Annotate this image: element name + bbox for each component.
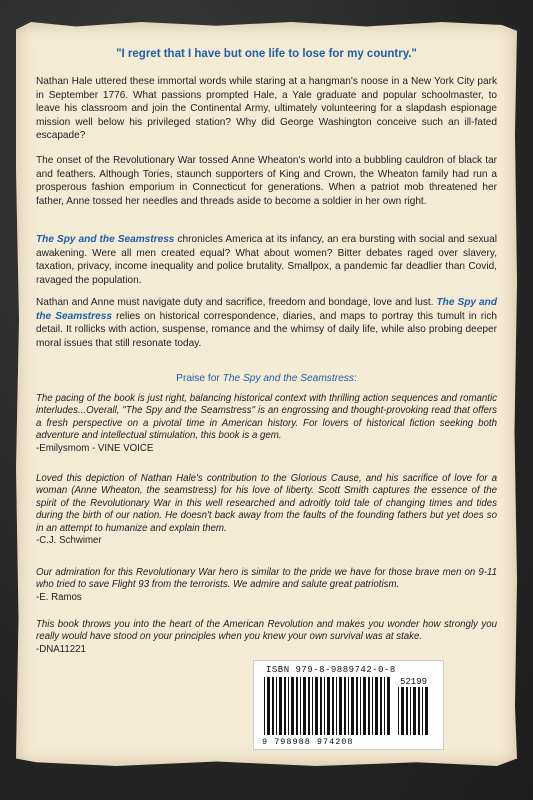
barcode-stripe bbox=[324, 677, 325, 735]
praise-suffix: : bbox=[353, 373, 357, 384]
barcode-stripe bbox=[320, 677, 322, 735]
barcode-bars bbox=[264, 677, 390, 735]
review-text: The pacing of the book is just right, balancing historical context with thrilling action sequences and romantic interludes...Overall, "The Spy and the Seamstress" is an engrossing and thought-provoking read that offers a fresh perspective on a pivotal time in American history. For lovers of historical fiction seeking both adventure and intellectual stimulation, this book is a gem. bbox=[36, 393, 497, 442]
barcode-stripe bbox=[288, 677, 289, 735]
barcode-stripe bbox=[375, 677, 378, 735]
opening-quote: "I regret that I have but one life to lose for my country." bbox=[116, 48, 417, 60]
review-author: -DNA11221 bbox=[36, 643, 86, 655]
barcode-stripe bbox=[363, 677, 366, 735]
barcode-stripe bbox=[303, 677, 306, 735]
barcode-stripe bbox=[413, 687, 416, 735]
barcode-stripe bbox=[291, 677, 294, 735]
barcode-stripe bbox=[336, 677, 337, 735]
review-schwimer bbox=[36, 473, 497, 547]
review-ramos bbox=[36, 567, 497, 604]
barcode-stripe bbox=[360, 677, 361, 735]
praise-heading bbox=[20, 373, 513, 384]
review-emilysmom bbox=[36, 393, 497, 455]
paragraph-wheaton: The onset of the Revolutionary War tossed Anne Wheaton's world into a bubbling cauldron of black tar and feathers. Although Tories, staunch supporters of King and Crown, the Wheaton family had run a prosperous fashion emporium in Connecticut for generations. When a patriot mob threatened her father, Anne tossed her needles and threads aside to become a soldier in her own right. bbox=[36, 155, 497, 207]
review-author: -C.J. Schwimer bbox=[36, 535, 102, 547]
barcode-stripe bbox=[300, 677, 301, 735]
barcode-stripe bbox=[267, 677, 270, 735]
barcode-stripe bbox=[422, 687, 423, 735]
paragraph-navigate bbox=[36, 296, 497, 350]
paragraph-chronicles-text: chronicles America at its infancy, an era bursting with social and sexual awakening. Were all men created equal? What about women? Bitter debates raged over slavery, taxation, privacy, income inequality and police brutality. Smallpox, a pandemic far deadlier than Covid, ravaged the population. bbox=[36, 234, 497, 286]
barcode-stripe bbox=[398, 687, 399, 735]
barcode-stripe bbox=[327, 677, 330, 735]
barcode-stripe bbox=[308, 677, 310, 735]
barcode-stripe bbox=[339, 677, 342, 735]
barcode-stripe bbox=[406, 687, 408, 735]
paragraph-chronicles bbox=[36, 233, 497, 287]
book-title-inline: The Spy and the Seamstress bbox=[36, 297, 497, 322]
barcode-stripe bbox=[272, 677, 274, 735]
paragraph-navigate-lead: Nathan and Anne must navigate duty and sacrifice, freedom and bondage, love and lust. bbox=[36, 297, 437, 308]
addon-barcode-bars bbox=[398, 687, 432, 735]
barcode-stripe bbox=[401, 687, 404, 735]
barcode-stripe bbox=[356, 677, 358, 735]
barcode-digits: 9 798988 974208 bbox=[262, 737, 354, 747]
barcode-stripe bbox=[387, 677, 390, 735]
barcode-stripe bbox=[276, 677, 277, 735]
barcode-stripe bbox=[418, 687, 420, 735]
barcode-stripe bbox=[368, 677, 370, 735]
barcode-stripe bbox=[279, 677, 282, 735]
book-title-inline: The Spy and the Seamstress bbox=[36, 234, 175, 245]
barcode-stripe bbox=[410, 687, 411, 735]
isbn-label: ISBN 979-8-9889742-0-8 bbox=[266, 665, 396, 675]
isbn-barcode bbox=[253, 660, 444, 750]
barcode-stripe bbox=[380, 677, 382, 735]
barcode-stripe bbox=[348, 677, 349, 735]
barcode-stripe bbox=[315, 677, 318, 735]
price-code: 52199 bbox=[400, 677, 428, 687]
review-author: -Emilysmom - VINE VOICE bbox=[36, 442, 154, 454]
review-text: This book throws you into the heart of the American Revolution and makes you wonder how strongly you really would have stood on your principles when you knew your own survival was at stake. bbox=[36, 619, 497, 643]
barcode-stripe bbox=[296, 677, 298, 735]
barcode-stripe bbox=[344, 677, 346, 735]
paragraph-navigate-text: relies on historical correspondence, diaries, and maps to portray this tumult in rich detail. It rollicks with action, suspense, romance and the whimsy of daily life, while also probing deeper moral issues that still resonate today. bbox=[36, 310, 497, 349]
review-dna11221 bbox=[36, 619, 497, 656]
barcode-stripe bbox=[425, 687, 428, 735]
review-text: Loved this depiction of Nathan Hale's contribution to the Glorious Cause, and his sacrifice of love for a woman (Anne Wheaton, the seamstress) for his love of liberty. Scott Smith captures the essence of the spirit of the Revolutionary War in this well researched and adroitly told tale of changing times and tides during the birth of our nation. He doesn't back away from the faults of the founding fathers but yet does so in an attempt to humanize and explain them. bbox=[36, 473, 497, 534]
praise-book-title: The Spy and the Seamstress bbox=[222, 373, 354, 384]
barcode-stripe bbox=[351, 677, 354, 735]
barcode-stripe bbox=[384, 677, 385, 735]
review-text: Our admiration for this Revolutionary War hero is similar to the pride we have for those brave men on 9-11 who tried to save Flight 93 from the terrorists. We admire and salute great patriotism. bbox=[36, 567, 497, 591]
paragraph-hale: Nathan Hale uttered these immortal words while staring at a hangman's noose in a New York City park in September 1776. What passions prompted Hale, a Yale graduate and popular schoolmaster, to leave his classroom and join the Continental Army, ultimately volunteering for a slapdash espionage mission well below his privileged station? Why did George Washington conceive such an ill-fated escapade? bbox=[36, 76, 497, 142]
barcode-stripe bbox=[264, 677, 265, 735]
barcode-stripe bbox=[312, 677, 313, 735]
barcode-stripe bbox=[332, 677, 334, 735]
praise-prefix: Praise for bbox=[176, 373, 223, 384]
review-author: -E. Ramos bbox=[36, 591, 82, 603]
barcode-stripe bbox=[284, 677, 286, 735]
barcode-stripe bbox=[372, 677, 373, 735]
